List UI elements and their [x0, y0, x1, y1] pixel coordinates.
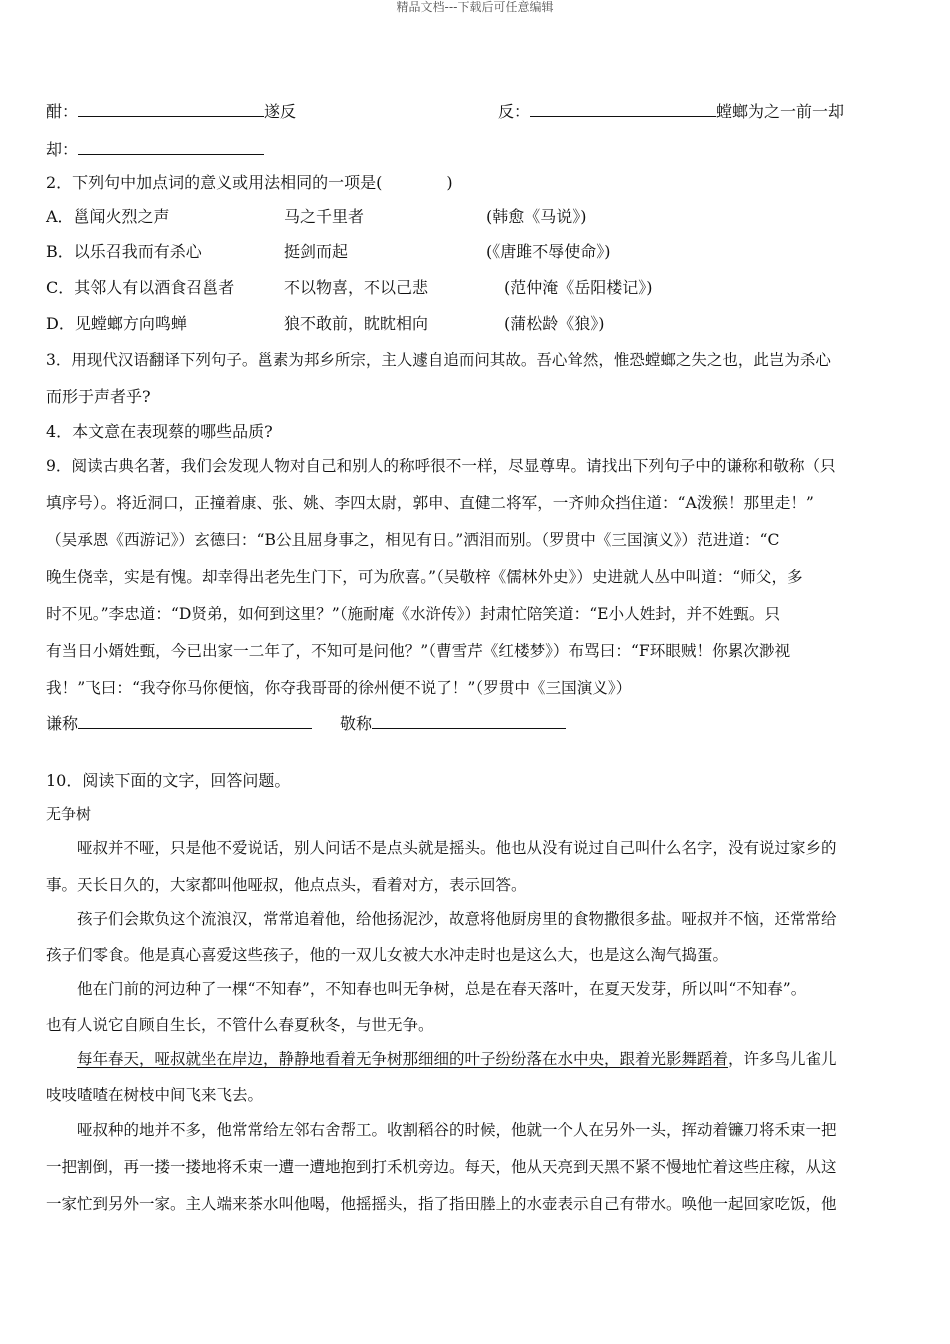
q1-line-2: 却：: [46, 138, 264, 161]
passage-line: 事。天长日久的，大家都叫他哑叔，他点点头，看着对方，表示回答。: [46, 876, 527, 894]
passage-line: 哑叔并不哑，只是他不爱说话，别人问话不是点头就是摇头。他也从没有说过自己叫什么名字，没有说过家乡的: [46, 839, 837, 857]
q1-line-1b: 反： 螳螂为之一前一却: [498, 102, 845, 121]
q9-line: 晚生侥幸，实是有愧。却幸得出老先生门下，可为欣喜。”（吴敬梓《儒林外史》）史进就人丛中叫道：“师父，多: [46, 568, 803, 586]
q2-stem: 2．下列句中加点词的意义或用法相同的一项是( ): [46, 173, 453, 192]
underlined-sentence: 每年春天，哑叔就坐在岸边，静静地看着无争树那细细的叶子纷纷落在水中央，跟着光影舞蹈着: [77, 1050, 729, 1068]
passage-line: 一家忙到另外一家。主人端来茶水叫他喝，他摇摇头，指了指田塍上的水壶表示自己有带水。唤他一起回家吃饭，他: [46, 1195, 837, 1213]
q10-stem: 10．阅读下面的文字，回答问题。: [46, 771, 291, 790]
passage-line-underlined: 每年春天，哑叔就坐在岸边，静静地看着无争树那细细的叶子纷纷落在水中央，跟着光影舞蹈着，许多鸟儿雀儿: [77, 1050, 837, 1068]
q1-line-1: 酣： 遂反: [46, 102, 297, 121]
answer-blank-honorific[interactable]: [372, 712, 566, 729]
page-header: 精品文档---下载后可任意编辑: [396, 0, 554, 14]
q3-line-1: 3．用现代汉语翻译下列句子。邕素为邦乡所宗，主人遽自追而问其故。吾心耸然，惟恐螳螂之失之也，此岂为杀心: [46, 351, 831, 369]
passage-line: 吱吱喳喳在树枝中间飞来飞去。: [46, 1086, 264, 1104]
q9-line: 填序号）。将近洞口，正撞着康、张、姚、李四太尉，郭申、直健二将军，一齐帅众挡住道：“A泼猴！那里走！”: [46, 494, 814, 512]
passage-title: 无争树: [46, 805, 92, 823]
q9-line: 我！”飞曰：“我夺你马你便恼，你夺我哥哥的徐州便不说了！”（罗贯中《三国演义》）: [46, 679, 632, 697]
q9-answer-line: 谦称 敬称: [46, 712, 566, 735]
q4: 4．本文意在表现蔡的哪些品质?: [46, 422, 273, 441]
passage-line: 孩子们零食。他是真心喜爱这些孩子，他的一双儿女被大水冲走时也是这么大，也是这么淘气捣蛋。: [46, 946, 729, 964]
passage-line: 孩子们会欺负这个流浪汉，常常追着他，给他扬泥沙，故意将他厨房里的食物撒很多盐。哑叔并不恼，还常常给: [46, 910, 837, 928]
passage-line: 也有人说它自顾自生长，不管什么春夏秋冬，与世无争。: [46, 1016, 434, 1034]
passage-line: 哑叔种的地并不多，他常常给左邻右舍帮工。收割稻谷的时候，他就一个人在另外一头，挥动着镰刀将禾束一把: [46, 1121, 837, 1139]
answer-blank-humble[interactable]: [78, 712, 312, 729]
passage-line: 他在门前的河边种了一棵“不知春”，不知春也叫无争树，总是在春天落叶，在夏天发芽，所以叫“不知春”。: [46, 980, 807, 998]
answer-blank-que[interactable]: [78, 138, 264, 155]
q9-line: （吴承恩《西游记》）玄德曰：“B公且屈身事之，相见有日。”洒泪而别。（罗贯中《三国演义》）范进道：“C: [46, 531, 780, 549]
q9-line: 9．阅读古典名著，我们会发现人物对自己和别人的称呼很不一样，尽显尊卑。请找出下列句子中的谦称和敬称（只: [46, 457, 836, 475]
passage-line: 一把割倒，再一搂一搂地将禾束一遭一遭地抱到打禾机旁边。每天，他从天亮到天黑不紧不慢地忙着这些庄稼，从这: [46, 1158, 837, 1176]
answer-blank-fan[interactable]: [530, 100, 716, 117]
q9-line: 时不见。”李忠道：“D贤弟，如何到这里？”（施耐庵《水浒传》）封肃忙陪笑道：“E小人姓封，并不姓甄。只: [46, 605, 781, 623]
q9-line: 有当日小婿姓甄，今已出家一二年了，不知可是问他？”（曹雪芹《红楼梦》）布骂曰：“F环眼贼！你累次渺视: [46, 642, 791, 660]
q3-line-2: 而形于声者乎?: [46, 387, 151, 406]
answer-blank-han[interactable]: [78, 100, 264, 117]
